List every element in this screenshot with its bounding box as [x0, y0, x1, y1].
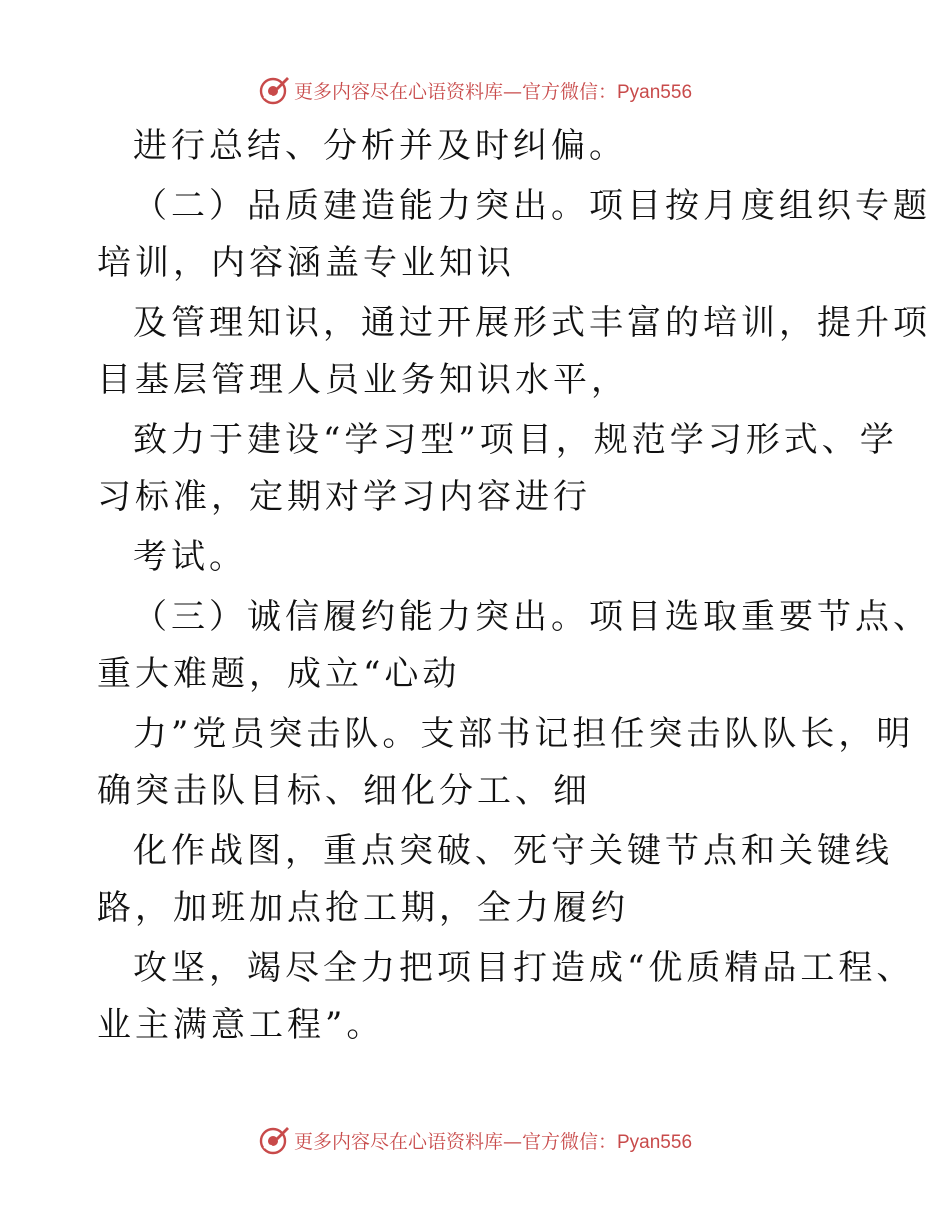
- banner-dash: —: [502, 1130, 522, 1153]
- banner-dash: —: [502, 80, 522, 103]
- footer-banner-text: [294, 1127, 692, 1154]
- site-name: 更多内容尽在心语资料库: [293, 1130, 503, 1153]
- body-line: 培训，内容涵盖专业知识: [97, 243, 515, 283]
- wechat-id: Pyan556: [617, 1131, 693, 1153]
- body-line: 致力于建设“学习型”项目，规范学习形式、学: [133, 420, 898, 460]
- body-line: 及管理知识，通过开展形式丰富的培训，提升项: [133, 303, 931, 343]
- body-line: （三）诚信履约能力突出。项目选取重要节点、: [133, 597, 931, 637]
- body-line: （二）品质建造能力突出。项目按月度组织专题: [133, 186, 931, 226]
- footer-banner: [0, 1120, 950, 1160]
- body-line: 化作战图，重点突破、死守关键节点和关键线: [133, 831, 893, 871]
- body-line: 考试。: [133, 537, 247, 577]
- header-banner: [0, 70, 950, 110]
- wechat-label: 官方微信：: [521, 80, 617, 103]
- body-line: 攻坚，竭尽全力把项目打造成“优质精品工程、: [133, 948, 915, 988]
- body-line: 习标准，定期对学习内容进行: [97, 477, 591, 517]
- header-banner-text: [294, 77, 692, 104]
- body-line: 目基层管理人员业务知识水平，: [97, 360, 629, 400]
- pen-circle-logo-icon: [258, 1124, 290, 1156]
- body-line: 力”党员突击队。支部书记担任突击队队长，明: [133, 714, 915, 754]
- body-line: 路，加班加点抢工期，全力履约: [97, 888, 629, 928]
- site-name: 更多内容尽在心语资料库: [293, 80, 503, 103]
- pen-circle-logo-icon: [258, 74, 290, 106]
- body-line: 业主满意工程”。: [97, 1005, 385, 1045]
- wechat-label: 官方微信：: [521, 1130, 617, 1153]
- body-line: 进行总结、分析并及时纠偏。: [133, 126, 627, 166]
- body-line: 确突击队目标、细化分工、细: [97, 771, 591, 811]
- body-line: 重大难题，成立“心动: [97, 654, 461, 694]
- wechat-id: Pyan556: [617, 81, 693, 103]
